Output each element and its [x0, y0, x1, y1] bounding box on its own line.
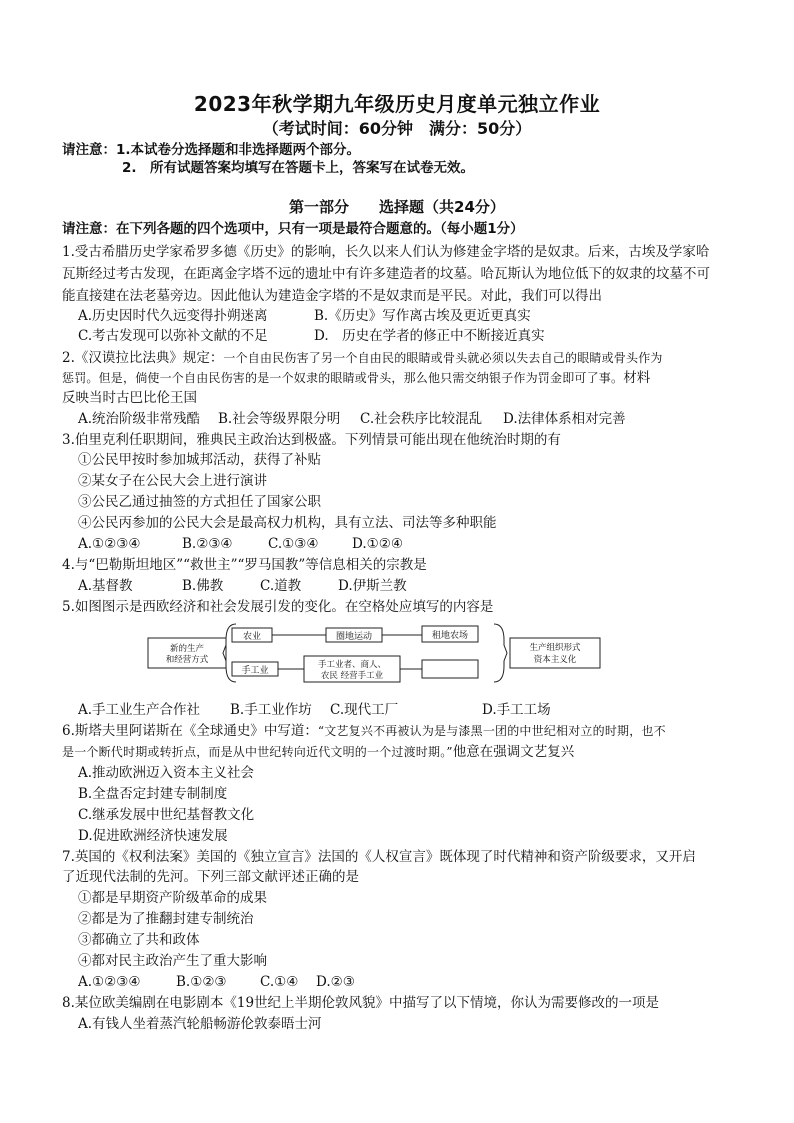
q3-option-d: D.①②④ — [352, 536, 403, 552]
q2-line-1 — [62, 348, 663, 368]
q6-option-d: D.促进欧洲经济快速发展 — [78, 828, 228, 844]
merchants-label-1: 手工业者、商人、 — [317, 660, 387, 670]
q6-stem-start: 6.斯塔夫里阿诺斯在《全球通史》中写道： — [62, 723, 318, 739]
q6-stem-end: 他意在强调文艺复兴 — [452, 744, 575, 760]
q3-option-b: B.②③④ — [182, 536, 233, 552]
q5-option-d: D.手工工场 — [482, 702, 551, 718]
right-box-label-1: 生产组织形式 — [529, 643, 581, 653]
q8-option-a: A.有钱人坐着蒸汽轮船畅游伦敦泰晤士河 — [78, 1016, 322, 1032]
section-title: 第一部分 选择题（共24分） — [289, 198, 505, 216]
q3-statement-1: ①公民甲按时参加城邦活动，获得了补贴 — [78, 452, 321, 468]
q5-option-c: C.现代工厂 — [330, 702, 399, 718]
q7-option-a: A.①②③④ — [78, 974, 141, 990]
q2-quote-2: 惩罚。但是，倘使一个自由民伤害的是一个奴隶的眼睛或骨头，那么他只需交纳银子作为罚金即可了事。 — [62, 371, 624, 385]
q4-option-c: C.道教 — [260, 578, 302, 594]
q2-option-b: B.社会等级界限分明 — [218, 411, 341, 427]
q1-line-1: 1.受古希腊历史学家希罗多德《历史》的影响，长久以来人们认为修建金字塔的是奴隶。后来，古埃及学家哈 — [62, 244, 710, 260]
q4-option-a: A.基督教 — [78, 578, 133, 594]
q6-line-2 — [62, 742, 574, 762]
q2-option-a: A.统治阶级非常残酷 — [78, 411, 201, 427]
q4-option-d: D.伊斯兰教 — [338, 578, 407, 594]
q2-option-d: D.法律体系相对完善 — [503, 411, 626, 427]
flow-diagram — [140, 620, 610, 692]
q6-quote-2: 是一个断代时期或转折点，而是从中世纪转向近代文明的一个过渡时期。” — [62, 745, 453, 759]
merchants-label-2: 农民 经营手工业 — [320, 671, 384, 681]
handicraft-label: 手工业 — [241, 666, 269, 676]
instruction-text: 在下列各题的四个选项中，只有一项是最符合题意的。（每小题1分） — [116, 221, 524, 237]
left-box-label-1: 新的生产 — [169, 644, 205, 654]
q6-quote-1: “文艺复兴不再被认为是与漆黑一团的中世纪相对立的时期，也不 — [317, 724, 666, 738]
notes-line-1 — [62, 140, 360, 160]
q7-statement-2: ②都是为了推翻封建专制统治 — [78, 911, 254, 927]
q7-statement-3: ③都确立了共和政体 — [78, 932, 200, 948]
q6-line-1 — [62, 721, 666, 741]
right-box-label-2: 资本主义化 — [533, 655, 577, 665]
notes-item-2: 2. 所有试题答案均填写在答题卡上，答案写在试卷无效。 — [122, 160, 475, 176]
q3-statement-3: ③公民乙通过抽签的方式担任了国家公职 — [78, 494, 321, 510]
section-instruction — [62, 219, 524, 239]
q3-statement-4: ④公民丙参加的公民大会是最高权力机构，具有立法、司法等多种职能 — [78, 515, 497, 531]
blank-box — [422, 660, 478, 678]
instruction-label: 请注意： — [62, 221, 116, 237]
notes-item-1: 1.本试卷分选择题和非选择题两个部分。 — [116, 142, 361, 158]
farm-label: 租地农场 — [431, 631, 469, 641]
q1-option-a: A.历史因时代久远变得扑朔迷离 — [78, 308, 268, 324]
q6-option-b: B.全盘否定封建专制制度 — [78, 786, 228, 802]
q2-line-3: 反映当时古巴比伦王国 — [62, 390, 197, 406]
q7-line-2: 了近现代法制的先河。下列三部文献评述正确的是 — [62, 869, 359, 885]
q7-option-d: D.②③ — [316, 974, 355, 990]
q1-option-c: C.考古发现可以弥补文献的不足 — [78, 328, 268, 344]
q7-statement-4: ④都对民主政治产生了重大影响 — [78, 953, 267, 969]
q5-option-b: B.手工业作坊 — [230, 702, 312, 718]
q3-option-a: A.①②③④ — [78, 536, 141, 552]
q3-option-c: C.①③④ — [268, 536, 319, 552]
q2-material: 材料 — [623, 370, 651, 386]
q1-line-2: 瓦斯经过考古发现，在距离金字塔不远的遗址中有许多建造者的坟墓。哈瓦斯认为地位低下的奴隶的坟墓不可 — [62, 266, 710, 282]
q7-statement-1: ①都是早期资产阶级革命的成果 — [78, 890, 267, 906]
q4-option-b: B.佛教 — [182, 578, 224, 594]
left-box-label-2: 和经营方式 — [165, 655, 209, 665]
page-title: 2023年秋学期九年级历史月度单元独立作业 — [193, 92, 601, 116]
q1-option-d: D. 历史在学者的修正中不断接近真实 — [314, 328, 545, 344]
q3-line-1: 3.伯里克利任职期间，雅典民主政治达到极盛。下列情景可能出现在他统治时期的有 — [62, 432, 561, 448]
q5-option-a: A.手工业生产合作社 — [78, 702, 201, 718]
q4-line-1: 4.与“巴勒斯坦地区”“救世主”“罗马国教”等信息相关的宗教是 — [62, 557, 427, 573]
q5-line-1: 5.如图图示是西欧经济和社会发展引发的变化。在空格处应填写的内容是 — [62, 599, 494, 615]
page-subtitle: （考试时间：60分钟 满分：50分） — [262, 119, 532, 138]
q7-option-b: B.①②③ — [176, 974, 227, 990]
q7-option-c: C.①④ — [260, 974, 299, 990]
q3-statement-2: ②某女子在公民大会上进行演讲 — [78, 473, 267, 489]
enclosure-label: 圈地运动 — [335, 632, 373, 642]
q2-quote-1: 一个自由民伤害了另一个自由民的眼睛或骨头就必须以失去自己的眼睛或骨头作为 — [223, 351, 663, 365]
q2-option-c: C.社会秩序比较混乱 — [360, 411, 483, 427]
left-brace — [223, 624, 236, 682]
q1-line-3: 能直接建在法老墓旁边。因此他认为建造金字塔的不是奴隶而是平民。对此，我们可以得出 — [62, 288, 602, 304]
q2-stem-start: 2.《汉谟拉比法典》规定： — [62, 350, 224, 366]
q8-line-1: 8.某位欧美编剧在电影剧本《19世纪上半期伦敦风貌》中描写了以下情境，你认为需要修改的一项是 — [62, 995, 660, 1011]
q1-option-b: B.《历史》写作离古埃及更近更真实 — [314, 308, 531, 324]
q6-option-a: A.推动欧洲迈入资本主义社会 — [78, 765, 255, 781]
q6-option-c: C.继承发展中世纪基督教文化 — [78, 807, 255, 823]
notes-label: 请注意： — [62, 142, 116, 158]
right-brace — [494, 624, 507, 682]
q2-line-2 — [62, 368, 650, 388]
agri-label: 农业 — [242, 632, 262, 642]
q7-line-1: 7.英国的《权利法案》美国的《独立宣言》法国的《人权宣言》既体现了时代精神和资产阶级要求，又开启 — [62, 849, 696, 865]
